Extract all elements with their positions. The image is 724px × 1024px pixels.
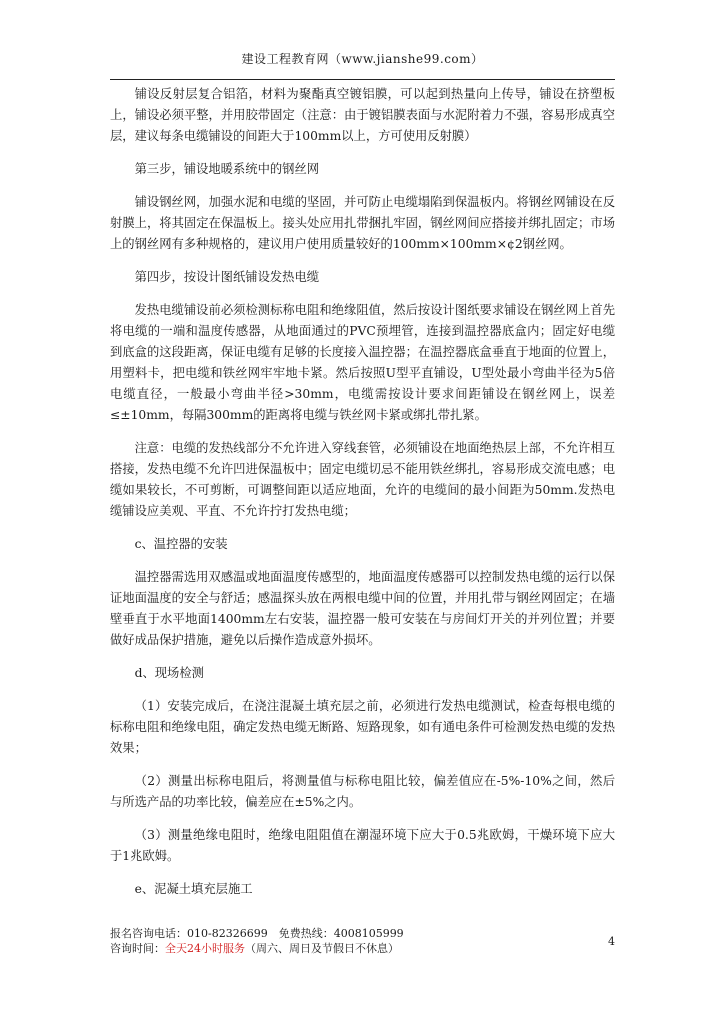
paragraph-thermostat: 温控器需选用双感温或地面温度传感型的，地面温度传感器可以控制发热电缆的运行以保证地面温度的安全与舒适；感温探头放在两根电缆中间的位置，并用扎带与钢丝网固定；在墙壁垂直于水平地面1400mm左右安装，温控器一般可安装在与房间灯开关的并列位置；并要做好成品保护措施，避免以后操作造成意外损坏。: [110, 570, 615, 647]
heading-step-four: 第四步，按设计图纸铺设发热电缆: [134, 270, 320, 284]
footer-phone-line: 报名咨询电话：010-82326699 免费热线：4008105999: [110, 927, 404, 940]
paragraph-steel-mesh: 铺设钢丝网，加强水泥和电缆的坚固，并可防止电缆塌陷到保温板内。将钢丝网铺设在反射膜上，将其固定在保温板上。接头处应用扎带捆扎牢固，钢丝网间应搭接并绑扎固定；市场上的钢丝网有多种规格的，建议用户使用质量较好的100mm×100mm×¢2钢丝网。: [110, 195, 615, 251]
heading-thermostat: c、温控器的安装: [134, 537, 228, 551]
document-body: [110, 84, 615, 900]
paragraph-inspection-1: （1）安装完成后，在浇注混凝土填充层之前，必须进行发热电缆测试，检查每根电缆的标称电阻和绝缘电阻，确定发热电缆无断路、短路现象，如有通电条件可检测发热电缆的发热效果；: [110, 699, 615, 755]
footer-hours-note: （周六、周日及节假日不休息）: [245, 942, 399, 955]
footer-hours-line: [110, 941, 615, 956]
page-footer: [110, 926, 615, 956]
paragraph-cable-note: 注意：电缆的发热线部分不允许进入穿线套管，必须铺设在地面绝热层上部，不允许相互搭接，发热电缆不允许凹进保温板中；固定电缆切忌不能用铁丝绑扎，容易形成交流电感；电缆如果较长，不可剪断，可调整间距以适应地面，允许的电缆间的最小间距为50mm.发热电缆铺设应美观、平直、不允许拧打发热电缆；: [110, 441, 615, 518]
footer-hours-highlight: 全天24小时服务: [165, 942, 245, 955]
heading-step-three: 第三步，铺设地暖系统中的钢丝网: [134, 162, 320, 176]
page-header: 建设工程教育网（www.jianshe99.com）: [241, 52, 484, 66]
header-divider: [110, 79, 615, 80]
paragraph-inspection-2: （2）测量出标称电阻后，将测量值与标称电阻比较，偏差值应在-5%-10%之间，然后与所选产品的功率比较，偏差应在±5%之内。: [110, 774, 615, 809]
paragraph-heating-cable: 发热电缆铺设前必须检测标称电阻和绝缘阻值，然后按设计图纸要求铺设在钢丝网上首先将电缆的一端和温度传感器，从地面通过的PVC预埋管，连接到温控器底盒内；固定好电缆到底盒的这段距离，保证电缆有足够的长度接入温控器；在温控器底盒垂直于地面的位置上，用塑料卡，把电缆和铁丝网牢牢地卡紧。然后按照U型平直铺设，U型处最小弯曲半径为5倍电缆直径，一般最小弯曲半径>30mm，电缆需按设计要求间距铺设在钢丝网上，误差≤±10mm，每隔300mm的距离将电缆与铁丝网卡紧或绑扎带扎紧。: [110, 303, 615, 422]
page-number: 4: [608, 935, 615, 948]
paragraph-inspection-3: （3）测量绝缘电阻时，绝缘电阻阻值在潮湿环境下应大于0.5兆欧姆，干燥环境下应大于1兆欧姆。: [110, 828, 615, 863]
heading-site-inspection: d、现场检测: [134, 666, 204, 680]
heading-concrete-layer: e、泥凝土填充层施工: [134, 882, 253, 896]
footer-hours-label: 咨询时间：: [110, 942, 165, 955]
paragraph-reflective-layer: 铺设反射层复合铝箔，材料为聚酯真空镀铝膜，可以起到热量向上传导，铺设在挤塑板上，铺设必须平整，并用胶带固定（注意：由于镀铝膜表面与水泥附着力不强，容易形成真空层，建议每条电缆铺设的间距大于100mm以上，方可使用反射膜）: [110, 87, 615, 143]
